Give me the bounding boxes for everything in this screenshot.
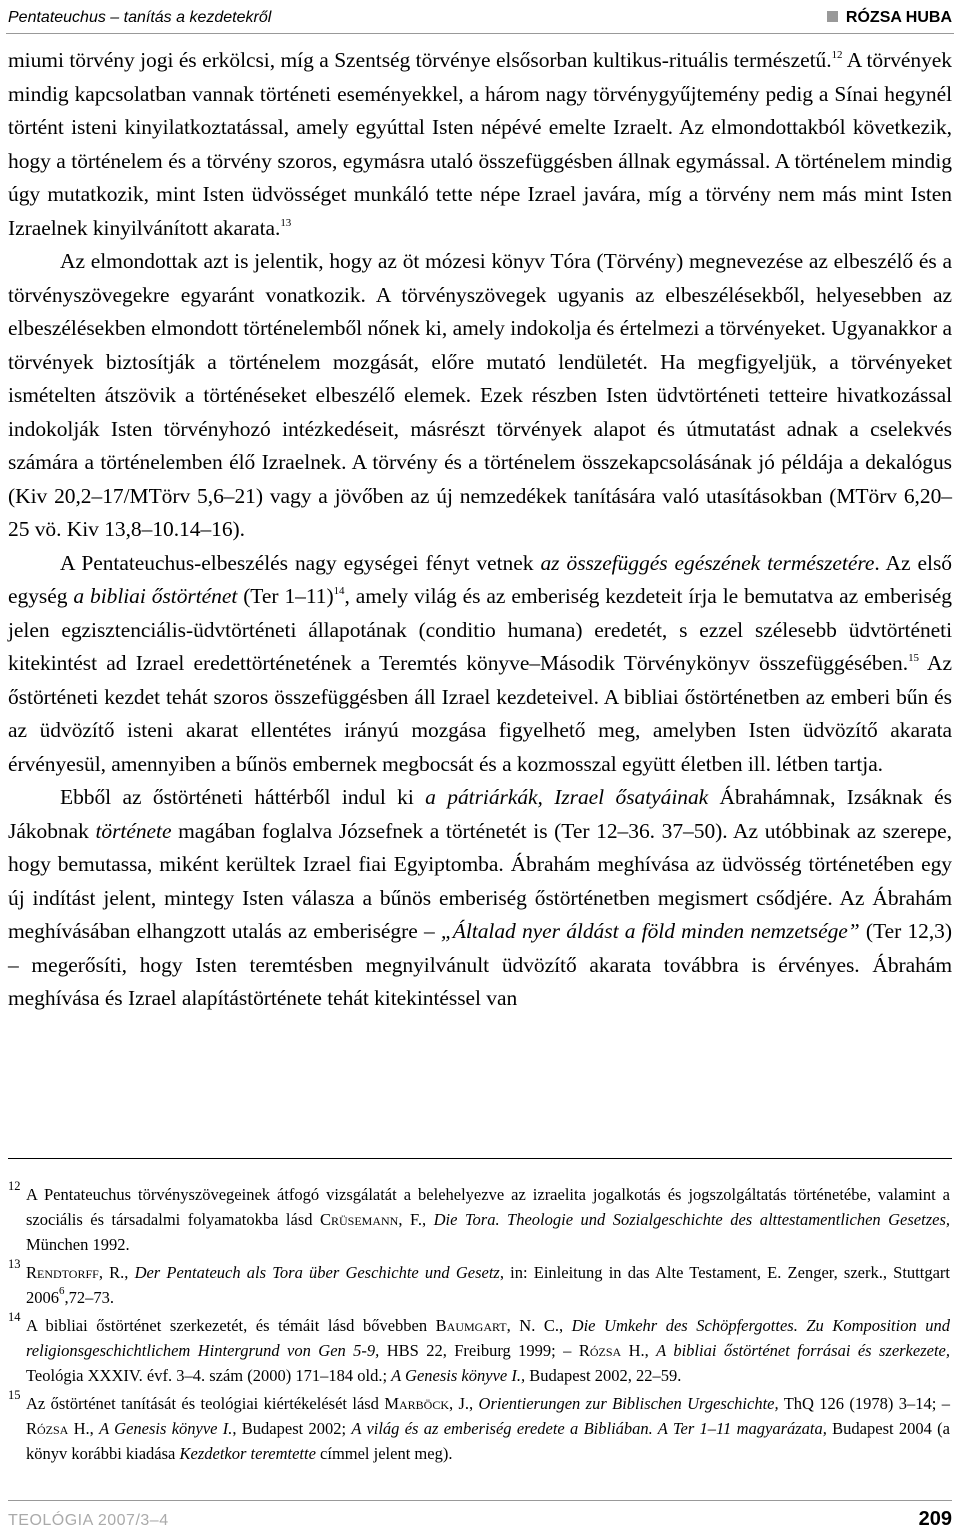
page-number: 209 — [918, 1508, 952, 1530]
author-name: Crüsemann — [320, 1210, 399, 1229]
page-footer — [0, 1494, 960, 1536]
italic-run: története — [95, 818, 172, 843]
footnote-15 — [8, 1388, 950, 1466]
book-title: Kezdetkor teremtette — [179, 1444, 316, 1463]
text-run: , R., — [98, 1263, 135, 1282]
text-run: Ábrahámnak, Izsáknak és Jákobnak — [8, 785, 952, 843]
running-header — [6, 4, 954, 32]
paragraph-1 — [8, 44, 952, 245]
text-run: Budapest 2002, 22–59. — [525, 1366, 682, 1385]
text-run: , in: Einleitung in das Alte Testament, E. Zenger, szerk., Stuttgart 2006 — [26, 1263, 950, 1307]
journal-issue: TEOLÓGIA 2007/3–4 — [8, 1512, 169, 1529]
text-run: München 1992. — [26, 1235, 130, 1254]
text-run: A törvények mindig kapcsolatban vannak történeti eseményekkel, a három nagy törvénygyűjtemény pedig a Sínai hegynél történt isteni kinyilatkoztatással, amely egyúttal Isten népévé emelte Izraelt. Az elmondottakból következik, hogy a történelem és a törvény szoros, egymásra utaló összefüggésben állnak egymással. A történelem mindig úgy mutatkozik, mint Isten üdvösséget munkáló tette népe Izrael javára, míg a törvény nem más mint Isten Izraelnek kinyilvánított akarata. — [8, 48, 952, 240]
footnote-14 — [8, 1310, 950, 1388]
header-rule — [6, 33, 954, 34]
text-run: Az őstörténeti kezdet tehát szoros összefüggésben áll Izrael kezdeteivel. A bibliai őstörténetben az emberi bűn és az üdvözítő isteni akarat ellentétes irányú mozgása figyelhető meg, amelyben Isten üdvözítő akarata érvényesül, amennyiben a bűnös embernek megbocsát és a kozmosszal együtt életben ill. létben tartja. — [8, 651, 952, 776]
italic-run: „Általad nyer áldást a föld minden nemzetsége” — [440, 919, 860, 943]
text-run: Ebből az őstörténeti háttérből indul ki — [60, 785, 426, 809]
footnote-ref-15: 15 — [908, 652, 919, 664]
text-run: , amely világ és az emberiség kezdeteit írja le bemutatva az emberiség jelen egzisztenciális-üdvtörténeti állapotának (conditio humana) eredetét, s ezzel szélesebb üdvtörténeti kitekintést ad Izrael eredettörténetének a Teremtés könyve–Második Törvénykönyv összefüggésében. — [8, 584, 952, 675]
book-title: A Genesis könyve I., — [391, 1366, 526, 1385]
author-name: Rózsa — [26, 1419, 69, 1438]
header-author-name: RÓZSA HUBA — [845, 9, 952, 26]
text-run: Az őstörténet tanítását és teológiai kiértékelését lásd — [26, 1394, 385, 1413]
footnote-number: 14 — [8, 1310, 21, 1324]
paragraph-2: Az elmondottak azt is jelentik, hogy az öt mózesi könyv Tóra (Törvény) megnevezése az elbeszélő és a törvényszövegekre egyaránt vonatkozik. A törvényszövegek ugyanis az elbeszélésekből, helyesebben az elbeszélésekben elmondott történelemből nőnek ki, amely indokolja és értelmezi a törvényeket. Ugyanakkor a törvények biztosítják a történelem mozgását, előre mutató lendületét. Ha megfigyeljük, a törvényeket ismételten átszövik a történéseket elbeszélő elemek. Ezek részben Isten üdvtörténeti tetteire hivatkozással indokolják Isten törvényhozó intézkedéseit, másrészt törvények alapot és útmutatást adnak a cselekvés számára a történelemben élő Izraelnek. A törvény és a történelem összekapcsolásának jó példája a dekalógus (Kiv 20,2–17/MTörv 5,6–21) vagy a jövőben az új nemzedékek tanítására való utasításokban (MTörv 6,20–25 vö. Kiv 13,8–10.14–16). — [8, 249, 952, 541]
text-run: A Pentateuchus törvényszövegeinek átfogó vizsgálatát a belehelyezve az izraelita jogalkotás és jogszolgáltatás történetébe, valamint a szociális és társadalmi folyamatokba lásd — [26, 1185, 950, 1229]
text-run: címmel jelent meg). — [315, 1444, 453, 1463]
header-title: Pentateuchus – tanítás a kezdetekről — [8, 9, 272, 26]
text-run: magában foglalva Józsefnek a történetét is (Ter 12–36. 37–50). Az utóbbinak az szerepe, hogy bemutassa, miként kerültek Izrael fiai Egyiptomba. Ábrahám meghívása az üdvösség történetében egy új indítást jelent, mintegy Isten válasza a bűnös emberiség őstörténetben megismert csődjére. Az Ábrahám meghívásában elhangzott utalás az emberiségre – — [8, 818, 952, 943]
footnote-13 — [8, 1257, 950, 1310]
text-run: A bibliai őstörténet szerkezetét, és témáit lásd bővebben — [26, 1316, 436, 1335]
text-run: , F., — [398, 1210, 434, 1229]
footnote-number: 15 — [8, 1388, 21, 1402]
author-name: Baumgart — [435, 1316, 507, 1335]
book-title: A világ és az emberiség eredete a Bibliában. A Ter 1–11 magyarázata, — [351, 1419, 827, 1438]
main-text — [8, 44, 952, 1016]
text-run: ,72–73. — [64, 1288, 114, 1307]
book-title: Orientierungen zur Biblischen Urgeschichte, — [478, 1394, 779, 1413]
text-run: , N. C., — [506, 1316, 572, 1335]
book-title: A Genesis könyve I. — [99, 1419, 233, 1438]
text-run: . Az első egység — [8, 550, 952, 608]
text-run: H., — [621, 1341, 657, 1360]
footer-rule — [8, 1500, 952, 1501]
paragraph-3 — [8, 547, 952, 782]
text-run: Teológia XXXIV. évf. 3–4. szám (2000) 171–184 old.; — [26, 1366, 392, 1385]
edition-superscript: 6 — [59, 1285, 65, 1297]
text-run: (Ter 1–11) — [237, 584, 334, 608]
footnote-rule — [8, 1158, 952, 1159]
text-run: Budapest 2004 (a könyv korábbi kiadása — [26, 1419, 950, 1463]
text-run: ThQ 126 (1978) 3–14; – — [778, 1394, 950, 1413]
text-run: HBS 22, Freiburg 1999; – — [379, 1341, 579, 1360]
footnote-number: 13 — [8, 1257, 21, 1271]
text-run: miumi törvény jogi és erkölcsi, míg a Szentség törvénye elsősorban kultikus-rituális természetű. — [8, 48, 832, 72]
text-run: A Pentateuchus-elbeszélés nagy egységei fényt vetnek — [60, 550, 541, 575]
author-name: Marböck — [384, 1394, 449, 1413]
footnote-ref-12: 12 — [831, 49, 843, 61]
author-name: Rendtorff — [26, 1263, 99, 1282]
text-run: (Ter 12,3) – megerősíti, hogy Isten teremtésben megnyilvánult üdvözítő akarata továbbra is érvényes. Ábrahám meghívása és Izrael alapítástörténete tehát kitekintéssel van — [8, 919, 952, 1010]
text-run: , Budapest 2002; — [232, 1419, 352, 1438]
text-run: , J., — [449, 1394, 479, 1413]
footnote-number: 12 — [8, 1179, 21, 1193]
author-name: Rózsa — [578, 1341, 622, 1360]
header-author — [827, 9, 952, 27]
footnote-ref-14: 14 — [333, 585, 345, 597]
book-title: Die Tora. Theologie und Sozialgeschichte des alttestamentlichen Gesetzes, — [433, 1210, 951, 1229]
book-title: A bibliai őstörténet forrásai és szerkezete, — [656, 1341, 950, 1360]
italic-run: a bibliai őstörténet — [73, 584, 238, 608]
book-title: Die Umkehr des Schöpfergottes. Zu Komposition und religionsgeschichtlichem Hintergrund von Gen 5-9, — [26, 1316, 950, 1360]
italic-run: az összefüggés egészének természetére — [540, 550, 875, 575]
footnote-ref-13: 13 — [280, 216, 292, 229]
paragraph-4 — [8, 781, 952, 1016]
footnote-12 — [8, 1179, 951, 1257]
italic-run: a pátriárkák, Izrael ősatyáinak — [425, 785, 709, 809]
text-run: H., — [68, 1419, 100, 1438]
square-bullet-icon — [827, 11, 838, 22]
book-title: Der Pentateuch als Tora über Geschichte und Gesetz — [134, 1263, 500, 1282]
footnotes — [8, 1179, 951, 1469]
